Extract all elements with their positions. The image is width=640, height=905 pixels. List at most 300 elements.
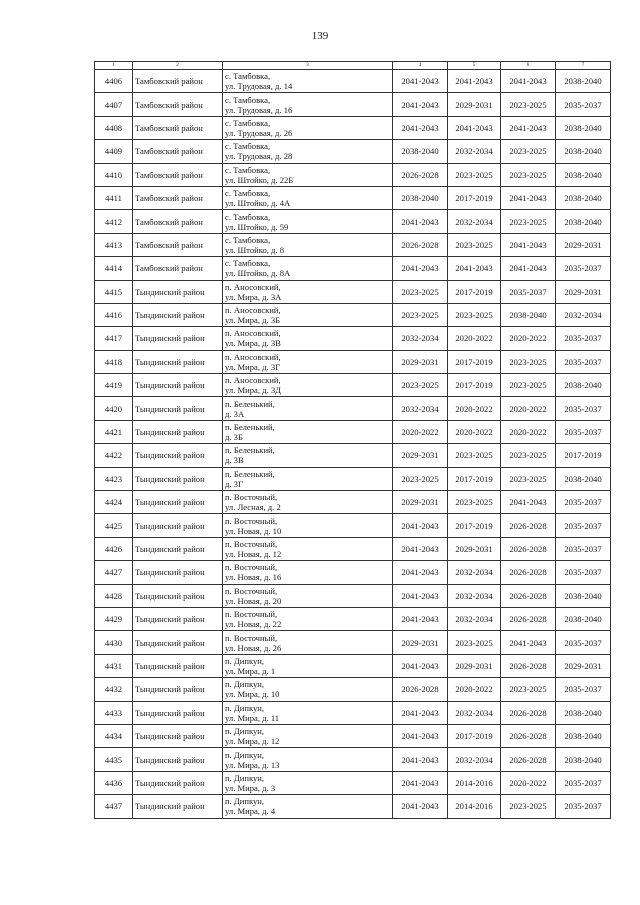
period-cell: 2041-2043 [393,724,448,747]
address-line: п. Дипкун, [225,655,265,666]
district-cell: Тындинский район [133,467,223,490]
district-cell: Тындинский район [133,561,223,584]
table-row [95,280,611,303]
column-header: 3 [223,62,393,70]
table-row [95,397,611,420]
period-cell: 2032-2034 [448,210,501,233]
address-line: с. Тамбовка, [225,94,271,105]
period-cell: 2023-2025 [393,280,448,303]
column-header: 4 [393,62,448,70]
address-line: ул. Мира, д. 3Г [225,361,281,372]
district-cell: Тындинский район [133,327,223,350]
period-cell: 2035-2037 [556,327,611,350]
period-cell: 2041-2043 [393,654,448,677]
period-cell: 2029-2031 [393,444,448,467]
address-cell [223,350,393,373]
address-line: ул. Новая, д. 22 [225,619,282,630]
period-cell: 2041-2043 [501,233,556,256]
period-cell: 2035-2037 [556,678,611,701]
district-cell: Тамбовский район [133,257,223,280]
address-cell [223,257,393,280]
address-cell [223,327,393,350]
row-number-cell: 4413 [95,233,133,256]
period-cell: 2041-2043 [393,210,448,233]
address-line: с. Тамбовка, [225,117,271,128]
period-cell: 2017-2019 [448,374,501,397]
row-number-cell: 4406 [95,70,133,93]
address-line: п. Аносовский, [225,351,281,362]
period-cell: 2035-2037 [556,350,611,373]
district-cell: Тындинский район [133,771,223,794]
period-cell: 2020-2022 [448,420,501,443]
row-number-cell: 4419 [95,374,133,397]
period-cell: 2038-2040 [556,116,611,139]
period-cell: 2023-2025 [501,374,556,397]
period-cell: 2026-2028 [501,724,556,747]
row-number-cell: 4417 [95,327,133,350]
address-line: ул. Штойко, д. 8 [225,244,285,255]
address-line: д. 3Б [225,432,243,443]
district-cell: Тындинский район [133,701,223,724]
address-line: с. Тамбовка, [225,258,271,269]
period-cell: 2020-2022 [501,420,556,443]
address-line: ул. Мира, д. 1 [225,665,276,676]
address-cell [223,748,393,771]
district-cell: Тындинский район [133,631,223,654]
address-line: п. Дипкун, [225,702,265,713]
period-cell: 2026-2028 [501,561,556,584]
period-cell: 2041-2043 [393,70,448,93]
table-row [95,491,611,514]
period-cell: 2038-2040 [556,701,611,724]
address-line: с. Тамбовка, [225,164,271,175]
address-line: ул. Трудовая, д. 26 [225,127,293,138]
period-cell: 2026-2028 [501,584,556,607]
address-line: п. Беленький, [225,422,275,433]
address-cell [223,584,393,607]
address-cell [223,771,393,794]
table-row [95,514,611,537]
period-cell: 2023-2025 [501,93,556,116]
address-line: ул. Новая, д. 12 [225,549,282,559]
period-cell: 2029-2031 [448,537,501,560]
address-cell [223,724,393,747]
period-cell: 2023-2025 [501,210,556,233]
address-line: п. Беленький, [225,445,275,456]
row-number-cell: 4421 [95,420,133,443]
address-line: д. 3Г [225,478,243,489]
address-cell [223,561,393,584]
table-row [95,678,611,701]
period-cell: 2026-2028 [501,607,556,630]
period-cell: 2023-2025 [448,303,501,326]
address-line: с. Тамбовка, [225,141,271,152]
district-cell: Тамбовский район [133,70,223,93]
period-cell: 2032-2034 [448,584,501,607]
address-line: п. Восточный, [225,562,278,573]
address-cell [223,654,393,677]
period-cell: 2023-2025 [501,795,556,818]
period-cell: 2026-2028 [501,537,556,560]
period-cell: 2038-2040 [556,467,611,490]
period-cell: 2038-2040 [556,140,611,163]
address-line: п. Аносовский, [225,281,281,292]
address-cell [223,233,393,256]
period-cell: 2023-2025 [501,467,556,490]
address-cell [223,140,393,163]
address-cell [223,116,393,139]
address-cell [223,795,393,818]
period-cell: 2026-2028 [501,748,556,771]
period-cell: 2026-2028 [393,678,448,701]
period-cell: 2041-2043 [448,116,501,139]
address-line: ул. Штойко, д. 59 [225,221,289,232]
registry-table [94,61,611,819]
period-cell: 2029-2031 [393,350,448,373]
period-cell: 2041-2043 [393,116,448,139]
address-line: с. Тамбовка, [225,71,271,82]
address-line: ул. Мира, д. 3А [225,291,282,302]
period-cell: 2020-2022 [448,327,501,350]
address-line: ул. Новая, д. 16 [225,572,282,583]
table-row [95,654,611,677]
period-cell: 2032-2034 [448,607,501,630]
period-cell: 2032-2034 [448,140,501,163]
table-row [95,140,611,163]
period-cell: 2020-2022 [501,771,556,794]
row-number-cell: 4418 [95,350,133,373]
period-cell: 2041-2043 [393,795,448,818]
address-cell [223,701,393,724]
address-cell [223,491,393,514]
period-cell: 2038-2040 [556,210,611,233]
period-cell: 2041-2043 [393,93,448,116]
row-number-cell: 4409 [95,140,133,163]
district-cell: Тындинский район [133,280,223,303]
period-cell: 2038-2040 [556,748,611,771]
address-cell [223,374,393,397]
period-cell: 2035-2037 [556,397,611,420]
address-line: с. Тамбовка, [225,188,271,199]
period-cell: 2023-2025 [501,163,556,186]
address-cell [223,93,393,116]
period-cell: 2035-2037 [556,561,611,584]
row-number-cell: 4431 [95,654,133,677]
period-cell: 2029-2031 [556,233,611,256]
address-line: п. Дипкун, [225,679,265,690]
address-line: д. 3В [225,455,244,466]
period-cell: 2023-2025 [501,444,556,467]
period-cell: 2041-2043 [501,257,556,280]
row-number-cell: 4434 [95,724,133,747]
period-cell: 2023-2025 [448,233,501,256]
address-cell [223,280,393,303]
period-cell: 2023-2025 [448,163,501,186]
period-cell: 2032-2034 [393,397,448,420]
table-row [95,420,611,443]
period-cell: 2041-2043 [393,584,448,607]
period-cell: 2023-2025 [393,303,448,326]
table-row [95,724,611,747]
period-cell: 2038-2040 [556,584,611,607]
address-line: ул. Штойко, д. 8А [225,268,291,279]
district-cell: Тындинский район [133,748,223,771]
period-cell: 2041-2043 [393,257,448,280]
address-cell [223,537,393,560]
address-line: ул. Мира, д. 11 [225,712,280,723]
district-cell: Тамбовский район [133,116,223,139]
period-cell: 2032-2034 [556,303,611,326]
table-row [95,561,611,584]
table-row [95,631,611,654]
address-line: с. Тамбовка, [225,234,271,245]
address-cell [223,607,393,630]
address-cell [223,163,393,186]
period-cell: 2023-2025 [501,350,556,373]
district-cell: Тындинский район [133,491,223,514]
address-line: ул. Трудовая, д. 28 [225,151,293,162]
address-line: п. Беленький, [225,398,275,409]
table-row [95,748,611,771]
period-cell: 2038-2040 [393,186,448,209]
address-cell [223,678,393,701]
period-cell: 2017-2019 [448,514,501,537]
period-cell: 2023-2025 [501,678,556,701]
table-row [95,257,611,280]
period-cell: 2035-2037 [556,631,611,654]
period-cell: 2026-2028 [501,514,556,537]
period-cell: 2041-2043 [501,631,556,654]
address-line: п. Аносовский, [225,305,281,316]
period-cell: 2023-2025 [448,491,501,514]
row-number-cell: 4437 [95,795,133,818]
period-cell: 2038-2040 [556,374,611,397]
table-row [95,374,611,397]
period-cell: 2023-2025 [501,140,556,163]
period-cell: 2041-2043 [393,607,448,630]
address-line: ул. Лесная, д. 2 [225,502,281,513]
address-cell [223,70,393,93]
address-line: п. Дипкун, [225,772,265,783]
address-line: п. Дипкун, [225,726,265,737]
period-cell: 2035-2037 [556,257,611,280]
table-row [95,186,611,209]
period-cell: 2035-2037 [556,771,611,794]
period-cell: 2032-2034 [393,327,448,350]
period-cell: 2029-2031 [556,280,611,303]
address-line: ул. Штойко, д. 22Б [225,174,294,185]
address-line: п. Восточный, [225,515,278,526]
period-cell: 2041-2043 [448,70,501,93]
district-cell: Тамбовский район [133,233,223,256]
period-cell: 2023-2025 [393,374,448,397]
address-line: п. Аносовский, [225,328,281,339]
row-number-cell: 4430 [95,631,133,654]
period-cell: 2017-2019 [556,444,611,467]
period-cell: 2038-2040 [556,186,611,209]
address-line: п. Восточный, [225,609,278,620]
address-line: ул. Мира, д. 3В [225,338,281,349]
district-cell: Тындинский район [133,303,223,326]
row-number-cell: 4412 [95,210,133,233]
table-row [95,607,611,630]
row-number-cell: 4433 [95,701,133,724]
district-cell: Тамбовский район [133,186,223,209]
row-number-cell: 4414 [95,257,133,280]
address-line: д. 3А [225,408,245,419]
table-row [95,444,611,467]
column-header: 5 [448,62,501,70]
period-cell: 2020-2022 [448,397,501,420]
table-row [95,163,611,186]
address-line: п. Восточный, [225,585,278,596]
row-number-cell: 4411 [95,186,133,209]
period-cell: 2020-2022 [501,327,556,350]
table-row [95,350,611,373]
address-line: с. Тамбовка, [225,211,271,222]
address-line: п. Беленький, [225,468,275,479]
district-cell: Тындинский район [133,397,223,420]
table-row [95,771,611,794]
period-cell: 2017-2019 [448,280,501,303]
period-cell: 2035-2037 [556,93,611,116]
period-cell: 2029-2031 [393,491,448,514]
district-cell: Тамбовский район [133,163,223,186]
district-cell: Тындинский район [133,514,223,537]
address-cell [223,210,393,233]
header-row [95,62,611,70]
period-cell: 2035-2037 [556,420,611,443]
row-number-cell: 4408 [95,116,133,139]
district-cell: Тындинский район [133,350,223,373]
period-cell: 2035-2037 [556,514,611,537]
address-line: ул. Мира, д. 3 [225,782,276,793]
period-cell: 2017-2019 [448,724,501,747]
address-line: п. Дипкун, [225,796,265,807]
period-cell: 2035-2037 [556,491,611,514]
period-cell: 2041-2043 [393,701,448,724]
table-row [95,537,611,560]
row-number-cell: 4436 [95,771,133,794]
period-cell: 2041-2043 [393,771,448,794]
period-cell: 2023-2025 [448,444,501,467]
address-line: ул. Мира, д. 13 [225,759,280,770]
table-row [95,70,611,93]
period-cell: 2032-2034 [448,701,501,724]
period-cell: 2041-2043 [448,257,501,280]
period-cell: 2029-2031 [448,93,501,116]
period-cell: 2029-2031 [556,654,611,677]
row-number-cell: 4427 [95,561,133,584]
address-line: ул. Мира, д. 12 [225,736,280,747]
district-cell: Тамбовский район [133,210,223,233]
period-cell: 2035-2037 [501,280,556,303]
period-cell: 2020-2022 [501,397,556,420]
address-line: ул. Штойко, д. 4А [225,198,291,209]
address-line: п. Восточный, [225,539,278,549]
period-cell: 2041-2043 [501,491,556,514]
period-cell: 2041-2043 [393,514,448,537]
address-line: ул. Новая, д. 26 [225,642,282,653]
column-header: 2 [133,62,223,70]
district-cell: Тындинский район [133,374,223,397]
table-row [95,233,611,256]
period-cell: 2038-2040 [556,163,611,186]
row-number-cell: 4424 [95,491,133,514]
address-cell [223,397,393,420]
period-cell: 2032-2034 [448,561,501,584]
row-number-cell: 4415 [95,280,133,303]
period-cell: 2041-2043 [501,186,556,209]
address-cell [223,303,393,326]
period-cell: 2029-2031 [448,654,501,677]
period-cell: 2023-2025 [393,467,448,490]
address-line: ул. Трудовая, д. 16 [225,104,293,115]
district-cell: Тамбовский район [133,93,223,116]
column-header: 7 [556,62,611,70]
table-row [95,210,611,233]
district-cell: Тындинский район [133,584,223,607]
address-line: ул. Новая, д. 20 [225,595,282,606]
table-body [95,70,611,819]
period-cell: 2020-2022 [448,678,501,701]
district-cell: Тындинский район [133,724,223,747]
address-line: п. Дипкун, [225,749,265,760]
table-row [95,701,611,724]
address-line: п. Восточный, [225,492,278,503]
column-header: 6 [501,62,556,70]
row-number-cell: 4416 [95,303,133,326]
period-cell: 2017-2019 [448,350,501,373]
period-cell: 2041-2043 [393,561,448,584]
period-cell: 2029-2031 [393,631,448,654]
page-number: 139 [311,30,329,42]
address-line: ул. Трудовая, д. 14 [225,81,293,92]
row-number-cell: 4429 [95,607,133,630]
row-number-cell: 4420 [95,397,133,420]
district-cell: Тындинский район [133,420,223,443]
table-row [95,116,611,139]
period-cell: 2014-2016 [448,771,501,794]
row-number-cell: 4422 [95,444,133,467]
address-line: п. Восточный, [225,632,278,643]
period-cell: 2035-2037 [556,537,611,560]
row-number-cell: 4410 [95,163,133,186]
address-line: ул. Мира, д. 4 [225,806,276,817]
address-line: ул. Мира, д. 3Д [225,385,281,396]
table-row [95,303,611,326]
district-cell: Тындинский район [133,607,223,630]
column-header: 1 [95,62,133,70]
address-cell [223,514,393,537]
row-number-cell: 4435 [95,748,133,771]
address-cell [223,186,393,209]
address-cell [223,467,393,490]
row-number-cell: 4426 [95,537,133,560]
address-line: п. Аносовский, [225,375,281,386]
period-cell: 2038-2040 [556,724,611,747]
period-cell: 2026-2028 [501,654,556,677]
row-number-cell: 4432 [95,678,133,701]
address-line: ул. Мира, д. 3Б [225,315,281,326]
period-cell: 2041-2043 [393,748,448,771]
address-cell [223,631,393,654]
period-cell: 2026-2028 [393,233,448,256]
period-cell: 2020-2022 [393,420,448,443]
period-cell: 2038-2040 [556,607,611,630]
table-row [95,327,611,350]
period-cell: 2041-2043 [501,70,556,93]
